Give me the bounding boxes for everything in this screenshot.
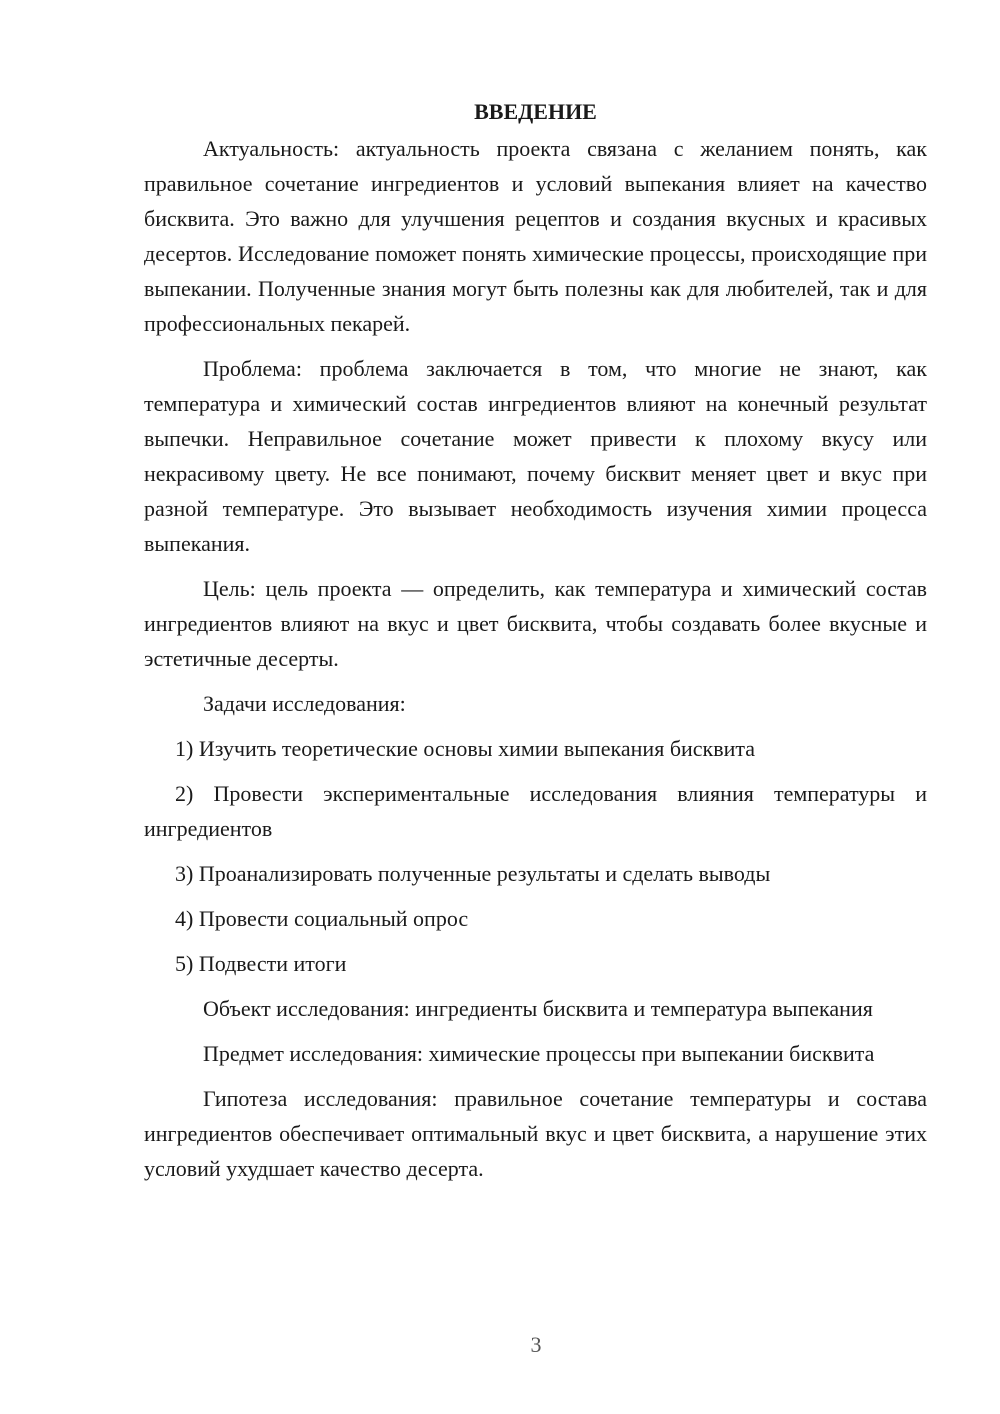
task-item-1: 1) Изучить теоретические основы химии выпекания бисквита <box>175 736 756 761</box>
task-item-3: 3) Проанализировать полученные результаты и сделать выводы <box>175 861 771 886</box>
task-item-2: 2) Провести экспериментальные исследования влияния температуры и ингредиентов <box>144 781 927 841</box>
document-page <box>144 94 927 1196</box>
subject-paragraph: Предмет исследования: химические процессы при выпекании бисквита <box>203 1041 875 1066</box>
tasks-title: Задачи исследования: <box>203 691 406 716</box>
object-paragraph: Объект исследования: ингредиенты бисквита и температура выпекания <box>203 996 873 1021</box>
problem-paragraph: Проблема: проблема заключается в том, что многие не знают, как температура и химический состав ингредиентов влияют на конечный результат выпечки. Неправильное сочетание может привести к плохому вкусу или некрасивому цвету. Не все понимают, почему бисквит меняет цвет и вкус при разной температуре. Это вызывает необходимость изучения химии процесса выпекания. <box>144 356 927 556</box>
relevance-paragraph: Актуальность: актуальность проекта связана с желанием понять, как правильное сочетание ингредиентов и условий выпекания влияет на качество бисквита. Это важно для улучшения рецептов и создания вкусных и красивых десертов. Исследование поможет понять химические процессы, происходящие при выпекании. Полученные знания могут быть полезны как для любителей, так и для профессиональных пекарей. <box>144 136 927 336</box>
page-number: 3 <box>530 1332 542 1357</box>
task-item-5: 5) Подвести итоги <box>175 951 347 976</box>
hypothesis-paragraph: Гипотеза исследования: правильное сочетание температуры и состава ингредиентов обеспечивает оптимальный вкус и цвет бисквита, а нарушение этих условий ухудшает качество десерта. <box>144 1086 927 1181</box>
task-item-4: 4) Провести социальный опрос <box>175 906 469 931</box>
goal-paragraph: Цель: цель проекта — определить, как температура и химический состав ингредиентов влияют на вкус и цвет бисквита, чтобы создавать более вкусные и эстетичные десерты. <box>144 576 927 671</box>
section-heading: ВВЕДЕНИЕ <box>474 99 597 124</box>
